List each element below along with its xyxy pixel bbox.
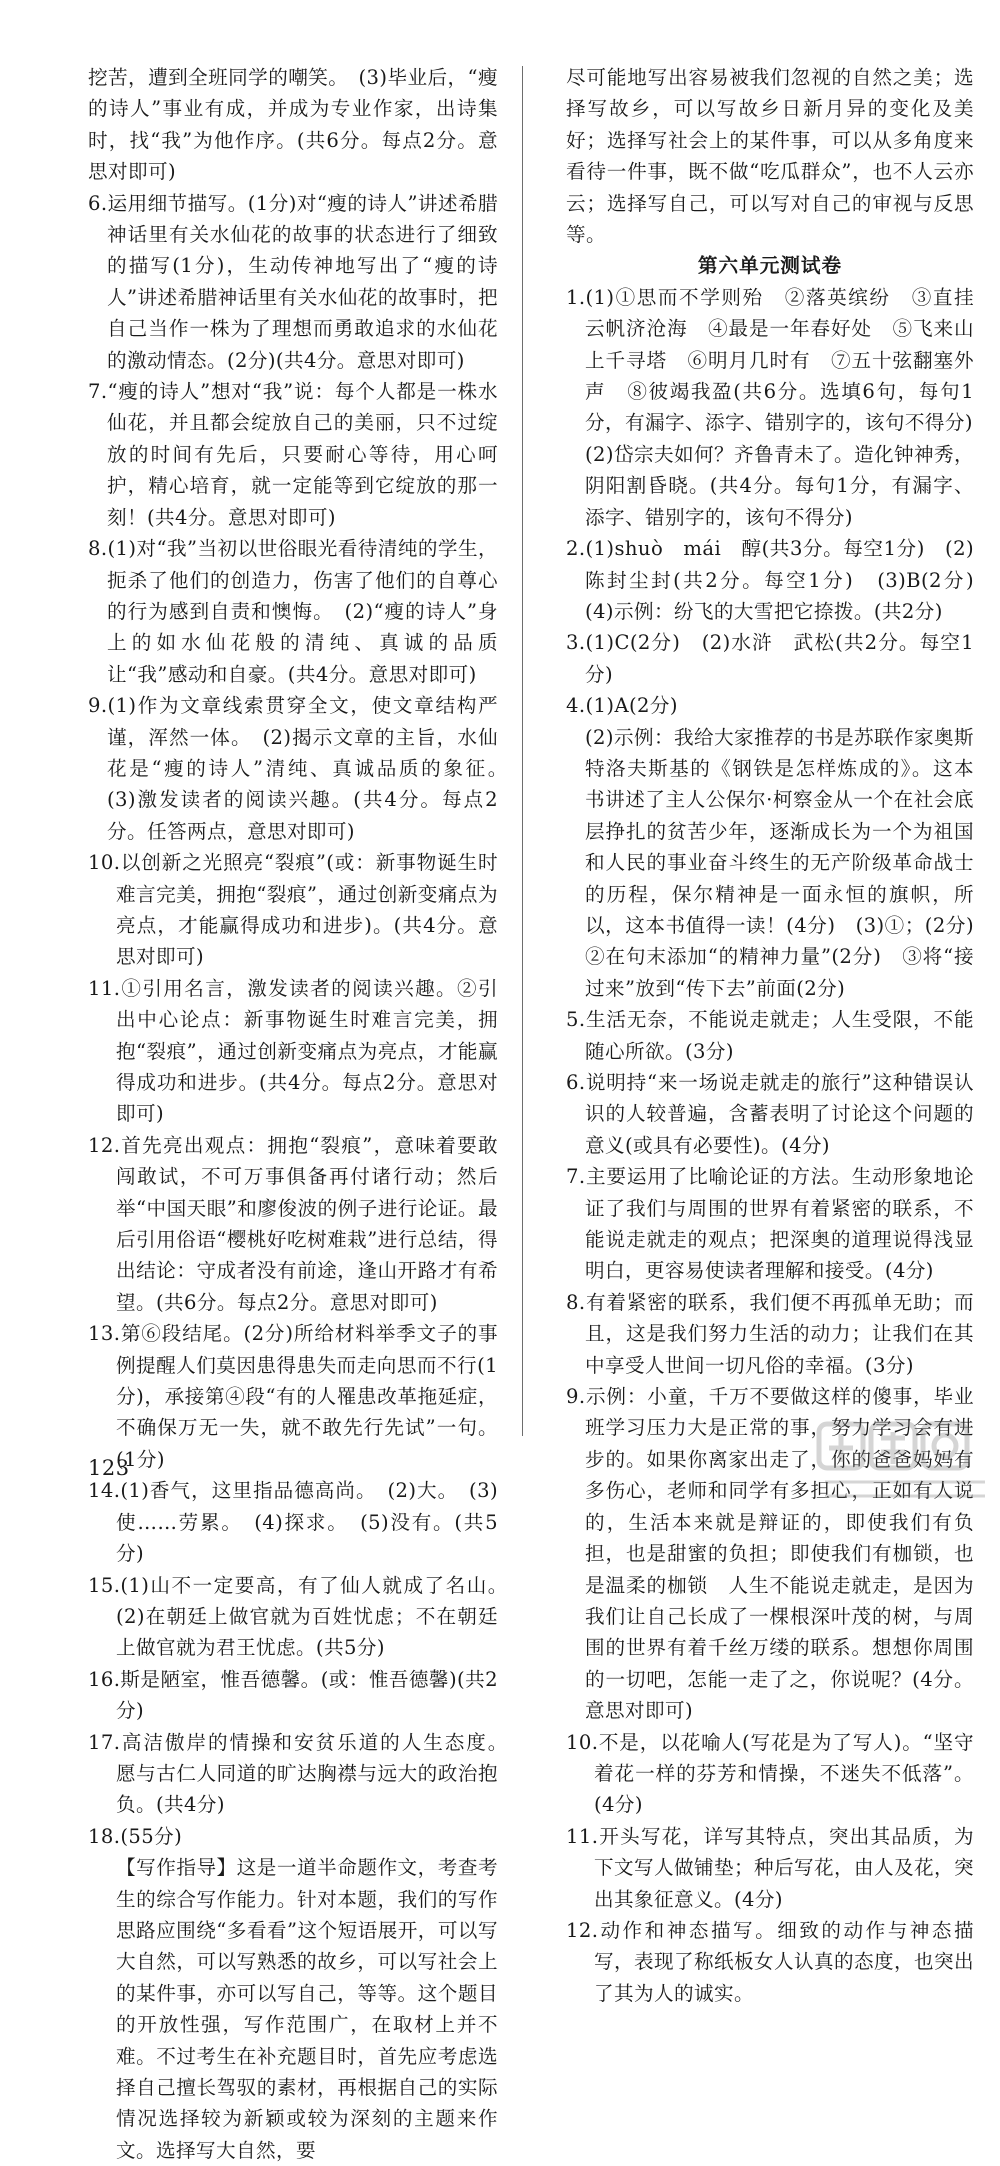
answer-item: 8.有着紧密的联系，我们便不再孤单无助；而且，这是我们努力生活的动力；让我们在其中享受人世间一切凡俗的幸福。(3分) — [566, 1290, 974, 1377]
answer-item: 13.第⑥段结尾。(2分)所给材料举季文子的事例提醒人们莫因患得患失而走向思而不行(1分)，承接第④段“有的人罹患改革拖延症，不确保万无一失，就不敢先行先试”一句。(1分) — [88, 1322, 498, 1471]
page-number: 123 — [88, 1456, 130, 1480]
answer-item: 12.首先亮出观点：拥抱“裂痕”，意味着要敢闯敢试，不可万事俱备再付诸行动；然后举“中国天眼”和廖俊波的例子进行论证。最后引用俗语“樱桃好吃树难栽”进行总结，得出结论：守成者没有前途，逢山开路才有希望。(共6分。每点2分。意思对即可) — [88, 1133, 498, 1314]
answer-item: 18.(55分) — [88, 1824, 183, 1848]
answer-item: 7.主要运用了比喻论证的方法。生动形象地论证了我们与周围的世界有着紧密的联系，不能说走就走的观点；把深奥的道理说得浅显明白，更容易使读者理解和接受。(4分) — [566, 1165, 974, 1283]
answer-item: 4.(1)A(2分) — [566, 694, 678, 718]
sub-answer: (2)岱宗夫如何？齐鲁青未了。造化钟神秀，阴阳割昏晓。(共4分。每句1分，有漏字、添字、错别字的，该句不得分) — [585, 442, 974, 529]
right-column — [566, 62, 994, 2009]
answer-item: 11.开头写花，详写其特点，突出其品质，为下文写人做铺垫；种后写花，由人及花，突出其象征意义。(4分) — [566, 1824, 974, 1911]
answer-item: 14.(1)香气，这里指品德高尚。 (2)大。 (3)使……劳累。 (4)探求。 (5)没有。(共5分) — [88, 1479, 498, 1566]
answer-item: 15.(1)山不一定要高，有了仙人就成了名山。 (2)在朝廷上做官就为百姓忧虑；不在朝廷上做官就为君王忧虑。(共5分) — [88, 1573, 518, 1660]
answer-item: 10.以创新之光照亮“裂痕”(或：新事物诞生时难言完美，拥抱“裂痕”，通过创新变痛点为亮点，才能赢得成功和进步)。(共4分。意思对即可) — [88, 851, 498, 969]
answer-item: 17.高洁傲岸的情操和安贫乐道的人生态度。 愿与古仁人同道的旷达胸襟与远大的政治抱负。(共4分) — [88, 1730, 518, 1817]
answer-item: 8.(1)对“我”当初以世俗眼光看待清纯的学生，扼杀了他们的创造力，伤害了他们的自尊心的行为感到自责和懊悔。 (2)“瘦的诗人”身上的如水仙花般的清纯、真诚的品质让“我”感动和自豪。(共4分。意思对即可) — [88, 537, 498, 686]
answer-item: 3.(1)C(2分) (2)水浒 武松(共2分。每空1分) — [566, 631, 974, 686]
writing-guide: 【写作指导】这是一道半命题作文，考查考生的综合写作能力。针对本题，我们的写作思路应围绕“多看看”这个短语展开，可以写大自然，可以写熟悉的故乡，可以写社会上的某件事，亦可以写自己，等等。这个题目的开放性强，写作范围广，在取材上并不难。不过考生在补充题目时，首先应考虑选择自己擅长驾驭的素材，再根据自己的实际情况选择较为新颖或较为深刻的主题来作文。选择写大自然，要 — [116, 1856, 498, 2162]
watermark-logo-icon — [815, 1418, 993, 1504]
answer-item: 7.“瘦的诗人”想对“我”说：每个人都是一株水仙花，并且都会绽放自己的美丽，只不过绽放的时间有先后，只要耐心等待，用心呵护，精心培育，就一定能等到它绽放的那一刻！(共4分。意思对即可) — [88, 380, 498, 529]
answer-item: 2.(1)shuò mái 醇(共3分。每空1分) (2)陈封尘封(共2分。每空1分) (3)B(2分) (4)示例：纷飞的大雪把它捺拨。(共2分) — [566, 537, 994, 623]
answer-item: 11.①引用名言，激发读者的阅读兴趣。②引出中心论点：新事物诞生时难言完美，拥抱“裂痕”，通过创新变痛点为亮点，才能赢得成功和进步。(共4分。每点2分。意思对即可) — [88, 976, 498, 1126]
column-divider — [522, 66, 523, 1436]
answer-item: 9.示例：小童，千万不要做这样的傻事，毕业班学习压力大是正常的事，努力学习会有进步的。如果你离家出走了，你的爸爸妈妈有多伤心，老师和同学有多担心，正如有人说的，生活本来就是辩证的，即使我们有负担，也是甜蜜的负担；即使我们有枷锁，也是温柔的枷锁 人生不能说走就走，是因为我们让自己长成了一棵根深叶茂的树，与周围的世界有着千丝万缕的联系。想想你周围的一切吧，怎能一走了之，你说呢？(4分。意思对即可) — [566, 1385, 974, 1723]
answer-item: 1.(1)①思而不学则殆 ②落英缤纷 ③直挂云帆济沧海 ④最是一年春好处 ⑤飞来山上千寻塔 ⑥明月几时有 ⑦五十弦翻塞外声 ⑧彼竭我盈(共6分。选填6句，每句1分，有漏字、添字、错别字的，该句不得分) — [566, 285, 974, 435]
left-column — [88, 62, 518, 2166]
answer-item: 6.运用细节描写。(1分)对“瘦的诗人”讲述希腊神话里有关水仙花的故事的状态进行了细致的描写(1分)，生动传神地写出了“瘦的诗人”讲述希腊神话里有关水仙花的故事时，把自己当作一株为了理想而勇敢追求的水仙花的激动情态。(2分)(共4分。意思对即可) — [88, 191, 498, 372]
sub-answer: (2)示例：我给大家推荐的书是苏联作家奥斯特洛夫斯基的《钢铁是怎样炼成的》。这本书讲述了主人公保尔·柯察金从一个在社会底层挣扎的贫苦少年，逐渐成长为一个为祖国和人民的事业奋斗终生的无产阶级革命战士的历程，保尔精神是一面永恒的旗帜，所以，这本书值得一读！(4分) (3)①；(2分) ②在句末添加“的精神力量”(2分) ③将“接过来”放到“传下去”前面(2分) — [585, 725, 994, 1000]
continued-text: 尽可能地写出容易被我们忽视的自然之美；选择写故乡，可以写故乡日新月异的变化及美好；选择写社会上的某件事，可以从多角度来看待一件事，既不做“吃瓜群众”，也不人云亦云；选择写自己，可以写对自己的审视与反思等。 — [566, 66, 974, 247]
answer-item: 9.(1)作为文章线索贯穿全文，使文章结构严谨，浑然一体。 (2)揭示文章的主旨，水仙花是“瘦的诗人”清纯、真诚品质的象征。 (3)激发读者的阅读兴趣。(共4分。每点2分。任答两点，意思对即可) — [88, 694, 518, 843]
answer-item: 16.斯是陋室，惟吾德馨。(或：惟吾德馨)(共2分) — [88, 1667, 498, 1723]
answer-item: 12.动作和神态描写。细致的动作与神态描写，表现了称纸板女人认真的态度，也突出了其为人的诚实。 — [566, 1918, 974, 2005]
answer-item: 10.不是，以花喻人(写花是为了写人)。“坚守着花一样的芬芳和情操，不迷失不低落”。(4分) — [566, 1730, 974, 1817]
answer-item: 6.说明持“来一场说走就走的旅行”这种错误认识的人较普遍，含蓄表明了讨论这个问题的意义(或具有必要性)。(4分) — [566, 1071, 974, 1157]
answer-item: 5.生活无奈，不能说走就走；人生受限，不能随心所欲。(3分) — [566, 1008, 974, 1063]
continued-text: 挖苦，遭到全班同学的嘲笑。 (3)毕业后，“瘦的诗人”事业有成，并成为专业作家，出诗集时，找“我”为他作序。(共6分。每点2分。意思对即可) — [88, 66, 498, 184]
section-title: 第六单元测试卷 — [697, 254, 843, 278]
